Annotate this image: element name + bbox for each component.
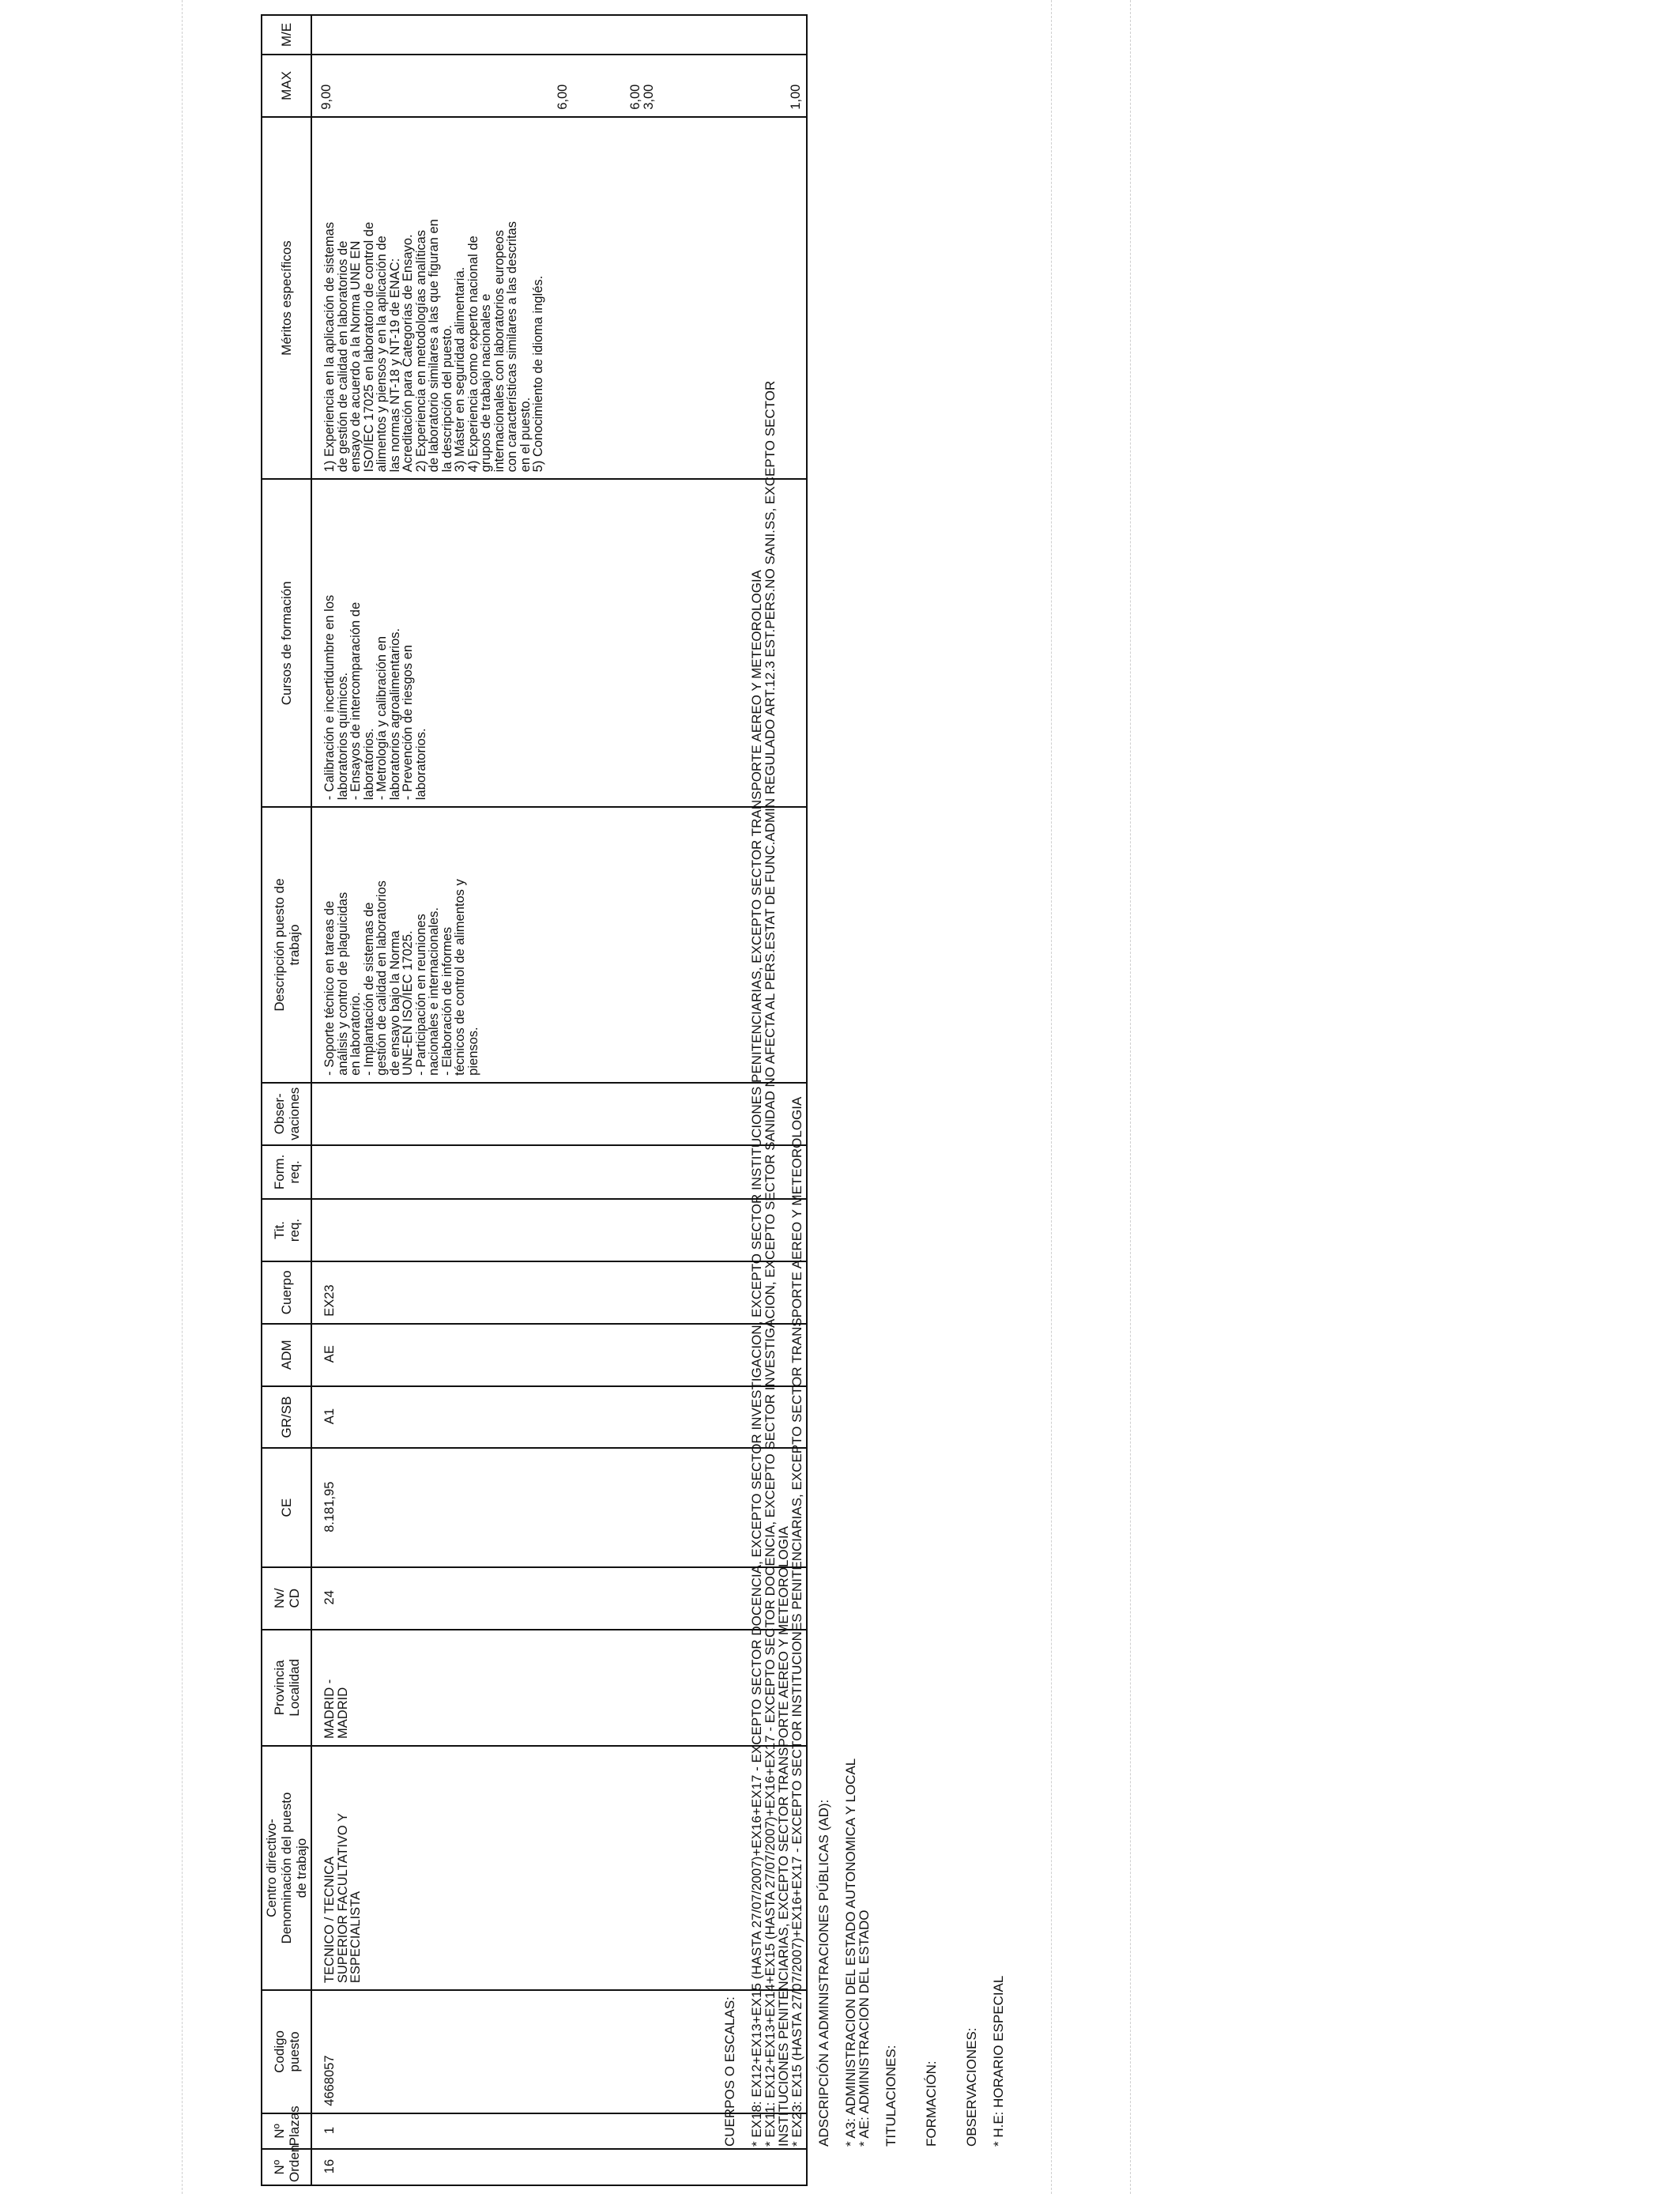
header-cursos: Cursos de formación — [262, 479, 311, 807]
cell-adm: AE — [322, 1345, 337, 1363]
cell-nivel: 24 — [322, 1590, 337, 1605]
cuerpos-list: * EX18: EX12+EX13+EX15 (HASTA 27/07/2007)+EX16+EX17 - EXCEPTO SECTOR DOCENCIA, EXCEPTO SECTOR INVESTIGACION, EXCEPTO SECTOR INSTITUCIONES PENITENCIARIAS, EXCEPTO SECTOR TRANSPORTE AEREO Y METEOROLOGIA * EX11: EX12+EX13+EX14+EX15 (HASTA 27/07/2007)+EX16+EX17 - EXCEPTO SECTOR DOCENCIA, EXCEPTO SECTOR INVESTIGACION, EXCEPTO SECTOR SANIDAD NO AFECTA AL PERS.ESTAT DE FUNC.ADMIN REGULADO ART.12.3 EST.PERS.NO SANI.SS, EXCEPTO SECTOR INSTITUCIONES PENITENCIARIAS, EXCEPTO SECTOR TRANSPORTE AEREO Y METEOROLOGIA * EX23: EX15 (HASTA 27/07/2007)+EX16+EX17 - EXCEPTO SECTOR INSTITUCIONES PENITENCIARIAS, EXCEPTO SECTOR TRANSPORTE AEREO Y METEOROLOGIA — [749, 380, 804, 2147]
adscripcion-title: ADSCRIPCIÓN A ADMINISTRACIONES PÚBLICAS (AD): — [816, 1799, 831, 2147]
cell-me — [312, 16, 326, 54]
header-form: Form. req. — [262, 1145, 311, 1199]
notes-section — [723, 28, 1005, 2147]
table-header-row — [262, 15, 311, 2185]
max-value: 1,00 — [789, 84, 803, 110]
adscripcion-list: * A3: ADMINISTRACION DEL ESTADO AUTONOMICA Y LOCAL * AE: ADMINISTRACION DEL ESTADO — [843, 1758, 872, 2147]
header-centro: Centro directivo- Denominación del puesto de trabajo — [262, 1746, 311, 1990]
observaciones-list: * H.E: HORARIO ESPECIAL — [991, 1975, 1006, 2147]
max-value: 6,00 — [555, 84, 570, 110]
max-value: 9,00 — [319, 84, 333, 110]
cell-tit — [312, 1200, 326, 1261]
cell-descripcion: - Soporte técnico en tareas de análisis y control de plaguicidas en laboratorio. - Implantación de sistemas de gestión de calidad en laboratorios de ensayo bajo la Norma UNE-EN ISO/IEC 17025. - Participación en reuniones nacionales e internacionales. - Elaboración de informes técnicos de control de alimentos y piensos. — [322, 879, 480, 1076]
fold-line — [1051, 0, 1052, 2194]
cell-provincia: MADRID - MADRID — [322, 1679, 350, 1739]
titulaciones-title: TITULACIONES: — [883, 2045, 898, 2147]
cell-form — [312, 1146, 326, 1198]
header-provincia: Provincia Localidad — [262, 1630, 311, 1746]
header-me: M/E — [262, 15, 311, 55]
header-obs: Obser- vaciones — [262, 1083, 311, 1145]
max-value: 3,00 — [641, 84, 656, 110]
header-ce: CE — [262, 1448, 311, 1566]
header-meritos: Méritos específicos — [262, 117, 311, 480]
header-grsb: GR/SB — [262, 1386, 311, 1449]
header-nivel: Nv/ CD — [262, 1567, 311, 1630]
header-plazas: Nº Plazas — [262, 2113, 311, 2150]
cell-centro: TECNICO / TECNICA SUPERIOR FACULTATIVO Y ESPECIALISTA — [322, 1812, 363, 1984]
formacion-title: FORMACIÓN: — [924, 2060, 939, 2147]
cell-cuerpo: EX23 — [322, 1284, 337, 1317]
header-codigo: Codigo puesto — [262, 1990, 311, 2113]
cell-plazas: 1 — [322, 2126, 337, 2135]
cell-ce: 8.181,95 — [322, 1481, 337, 1532]
cell-meritos: 1) Experiencia en la aplicación de sistemas de gestión de calidad en laboratorios de ensayo de acuerdo a la Norma UNE EN ISO/IEC 17025 en laboratorio de control de alimentos y piensos y en la aplicación de las normas NT-18 y NT-19 de ENAC: Acreditación para Categorías de Ensayo. 2) Experiencia en metodologías analíticas de laboratorio similares a las que figuran en la descripción del puesto. 3) Máster en seguridad alimentaria. 4) Experiencia como experto nacional de grupos de trabajo nacionales e internacionales con laboratorios europeos con características similares a las descritas en el puesto. 5) Conocimiento de idioma inglés. — [322, 219, 545, 473]
cell-grsb: A1 — [322, 1408, 337, 1425]
cell-orden: 16 — [322, 2159, 337, 2174]
header-descripcion: Descripción puesto de trabajo — [262, 807, 311, 1083]
header-tit: Tit. req. — [262, 1199, 311, 1261]
fold-line — [182, 0, 183, 2194]
cuerpos-title: CUERPOS O ESCALAS: — [722, 1996, 737, 2147]
observaciones-title: OBSERVACIONES: — [964, 2027, 979, 2147]
header-cuerpo: Cuerpo — [262, 1261, 311, 1324]
header-max: MAX — [262, 55, 311, 117]
header-adm: ADM — [262, 1324, 311, 1386]
cell-obs — [312, 1084, 326, 1144]
fold-line — [1130, 0, 1131, 2194]
cell-codigo: 4668057 — [322, 2055, 337, 2106]
cell-cursos: - Calibración e incertidumbre en los laboratorios químicos. - Ensayos de intercomparación de laboratorios. - Metrología y calibración en laboratorios agroalimentarios. - Prevención de riesgos en laboratorios. — [322, 594, 428, 801]
header-orden: Nº Orden — [262, 2149, 311, 2185]
max-value: 6,00 — [628, 84, 642, 110]
